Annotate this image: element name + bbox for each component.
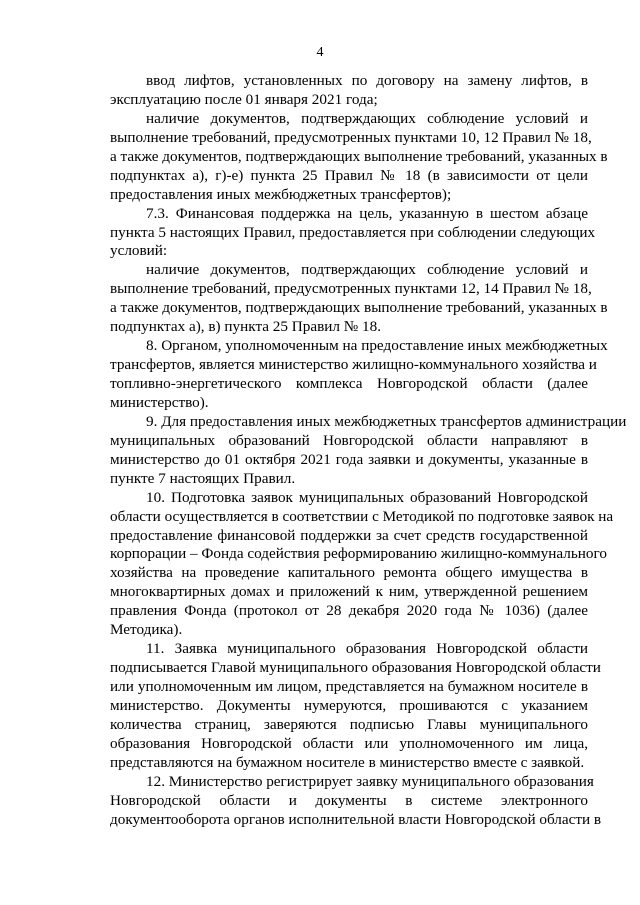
text-line: или уполномоченным им лицом, представляется на бумажном носителе в — [110, 678, 588, 695]
text-line: 11. Заявка муниципального образования Новгородской области — [146, 640, 588, 658]
text-line: муниципальных образований Новгородской области направляют в — [110, 431, 588, 449]
text-line: условий: — [110, 242, 168, 260]
text-line: подпунктах а), г)-е) пункта 25 Правил № 18 (в зависимости от цели — [110, 166, 588, 184]
text-line: трансфертов, является министерство жилищно-коммунального хозяйства и — [110, 356, 597, 374]
text-line: предоставления иных межбюджетных трансфертов); — [110, 185, 452, 203]
text-line: количества страниц, заверяются подписью Главы муниципального — [110, 715, 588, 733]
text-line: многоквартирных домах и приложений к ним, утвержденной решением — [110, 583, 588, 601]
text-line: наличие документов, подтверждающих соблюдение условий и — [146, 261, 588, 279]
text-line: хозяйства на проведение капитального ремонта общего имущества в — [110, 564, 588, 582]
text-line: 12. Министерство регистрирует заявку муниципального образования — [146, 772, 594, 790]
text-line: корпорации – Фонда содействия реформированию жилищно-коммунального — [110, 545, 607, 563]
text-line: правления Фонда (протокол от 28 декабря 2020 года № 1036) (далее — [110, 602, 588, 620]
page-number: 4 — [316, 45, 324, 60]
text-line: ввод лифтов, установленных по договору на замену лифтов, в — [146, 72, 588, 89]
text-line: области осуществляется в соответствии с Методикой по подготовке заявок на — [110, 507, 614, 525]
text-line: 10. Подготовка заявок муниципальных образований Новгородской — [146, 488, 588, 506]
text-line: 9. Для предоставления иных межбюджетных трансфертов администрации — [146, 412, 627, 430]
text-line: 7.3. Финансовая поддержка на цель, указанную в шестом абзаце — [146, 204, 588, 222]
text-line: министерство). — [110, 393, 209, 411]
text-line: а также документов, подтверждающих выполнение требований, указанных в — [110, 147, 608, 165]
document-body — [110, 72, 627, 830]
text-line: министерство до 01 октября 2021 года заявки и документы, указанные в — [110, 450, 588, 468]
text-line: Новгородской области и документы в системе электронного — [110, 791, 588, 809]
text-line: выполнение требований, предусмотренных пунктами 10, 12 Правил № 18, — [110, 128, 592, 146]
text-line: выполнение требований, предусмотренных пунктами 12, 14 Правил № 18, — [110, 280, 592, 298]
text-line: эксплуатацию после 01 января 2021 года; — [110, 90, 378, 108]
text-line: топливно-энергетического комплекса Новгородской области (далее — [110, 375, 588, 392]
text-line: а также документов, подтверждающих выполнение требований, указанных в — [110, 299, 608, 317]
text-line: подпунктах а), в) пункта 25 Правил № 18. — [110, 318, 382, 336]
text-line: представляются на бумажном носителе в министерство вместе с заявкой. — [110, 753, 585, 771]
text-line: наличие документов, подтверждающих соблюдение условий и — [146, 109, 588, 127]
text-line: министерство. Документы нумеруются, прошиваются с указанием — [110, 696, 588, 714]
text-line: подписывается Главой муниципального образования Новгородской области — [110, 659, 601, 677]
text-line: документооборота органов исполнительной власти Новгородской области в — [110, 810, 602, 828]
text-line: Методика). — [110, 621, 183, 639]
text-line: образования Новгородской области или уполномоченного им лица, — [110, 734, 588, 752]
text-line: 8. Органом, уполномоченным на предоставление иных межбюджетных — [146, 337, 608, 355]
text-line: пункте 7 настоящих Правил. — [110, 469, 296, 487]
text-line: предоставление финансовой поддержки за счет средств государственной — [110, 526, 588, 544]
text-line: пункта 5 настоящих Правил, предоставляется при соблюдении следующих — [110, 223, 596, 241]
